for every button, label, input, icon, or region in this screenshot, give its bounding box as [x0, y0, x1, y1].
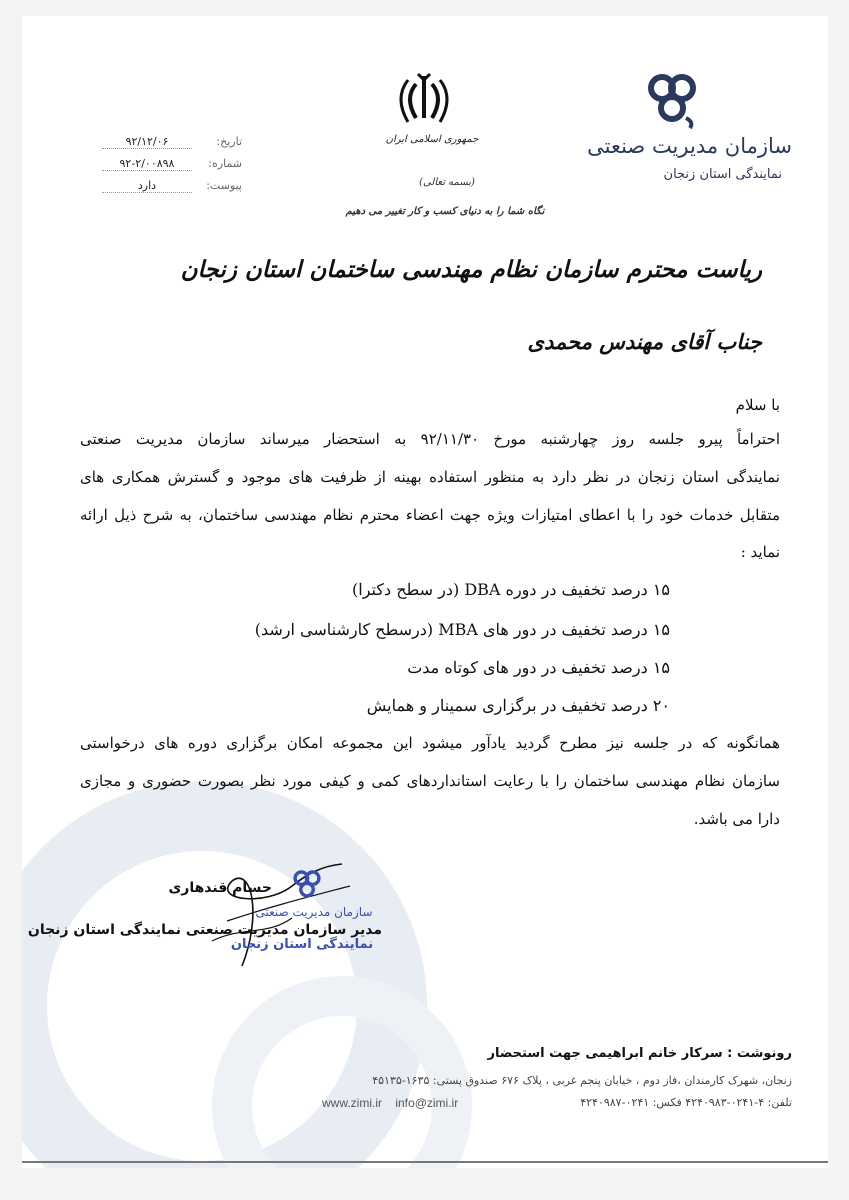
- organization-logo-icon: [642, 70, 702, 130]
- paragraph-line: سازمان نظام مهندسی ساختمان را با رعایت استانداردهای کمی و کیفی مورد نظر بصورت حضوری و مجازی: [80, 772, 780, 790]
- number-value: ۹۲-۲/۰۰۸۹۸: [102, 157, 192, 171]
- paragraph-line: احتراماً پیرو جلسه روز چهارشنبه مورخ ۹۲/۱۱/۳۰ به استحضار میرساند سازمان مدیریت صنعتی: [80, 430, 780, 448]
- signer-title: مدیر سازمان مدیریت صنعتی نمایندگی استان زنجان: [27, 922, 382, 938]
- date-label: تاریخ:: [216, 135, 242, 148]
- paragraph-line: نمایندگی استان زنجان در نظر دارد به منظور استفاده بهینه از ظرفیت های موجود و گسترش همکاری های: [80, 468, 780, 486]
- country-name: جمهوری اسلامی ایران: [385, 134, 479, 145]
- number-label: شماره:: [208, 157, 242, 170]
- signer-name: حسام قندهاری: [168, 880, 272, 896]
- organization-name: سازمان مدیریت صنعتی: [587, 134, 792, 158]
- attachment-label: پیوست:: [206, 179, 242, 192]
- stamp-line1: سازمان مدیریت صنعتی: [255, 905, 373, 919]
- attachment-value: دارد: [102, 179, 192, 193]
- paragraph-line: همانگونه که در جلسه نیز مطرح گردید یادآور میشود این مجموعه امکان برگزاری دوره های درخواستی: [80, 734, 780, 752]
- letter-page: [22, 16, 828, 1168]
- carbon-copy: رونوشت : سرکار خانم ابراهیمی جهت استحضار: [487, 1046, 792, 1061]
- paragraph-line: متقابل خدمات خود را با اعطای امتیازات ویژه جهت اعضاء محترم نظام مهندسی ساختمان، به شرح ذیل ارائه: [80, 506, 780, 524]
- list-item: ۱۵ درصد تخفیف در دوره DBA (در سطح دکترا): [352, 580, 670, 599]
- slogan: نگاه شما را به دنیای کسب و کار تغییر می دهیم: [345, 206, 545, 217]
- organization-branch: نمایندگی استان زنجان: [663, 167, 782, 182]
- date-value: ۹۲/۱۲/۰۶: [102, 135, 192, 149]
- stamp-logo-icon: [290, 868, 324, 902]
- postal-address: زنجان، شهرک کارمندان ،فاز دوم ، خیابان پنجم غربی ، پلاک ۶۷۶ صندوق پستی: ۱۶۳۵-۴۵۱۳۵: [372, 1074, 792, 1087]
- national-emblem-icon: [394, 70, 454, 130]
- recipient-name: جناب آقای مهندس محمدی: [527, 329, 762, 354]
- attachment-row: [92, 179, 242, 197]
- stamp-line2: نمایندگی استان زنجان: [230, 937, 374, 952]
- website-link[interactable]: www.zimi.ir: [322, 1096, 382, 1110]
- bismillah: (بسمه تعالی): [419, 177, 475, 188]
- paragraph-line: نماید :: [740, 543, 780, 561]
- greeting: با سلام: [735, 396, 780, 414]
- date-row: [92, 135, 242, 153]
- paragraph-line: دارا می باشد.: [693, 810, 780, 828]
- web-contacts: [322, 1096, 482, 1110]
- phone-fax: تلفن: ۴-۰۲۴۱-۴۲۴۰۹۸۳ فکس: ۰۲۴۱-۴۲۴۰۹۸۷: [580, 1096, 792, 1109]
- number-row: [92, 157, 242, 175]
- list-item: ۲۰ درصد تخفیف در برگزاری سمینار و همایش: [366, 696, 670, 715]
- list-item: ۱۵ درصد تخفیف در دور های MBA (درسطح کارشناسی ارشد): [254, 620, 670, 639]
- recipient-title: ریاست محترم سازمان نظام مهندسی ساختمان استان زنجان: [180, 256, 762, 283]
- list-item: ۱۵ درصد تخفیف در دور های کوتاه مدت: [407, 658, 670, 677]
- email-link[interactable]: info@zimi.ir: [395, 1096, 459, 1110]
